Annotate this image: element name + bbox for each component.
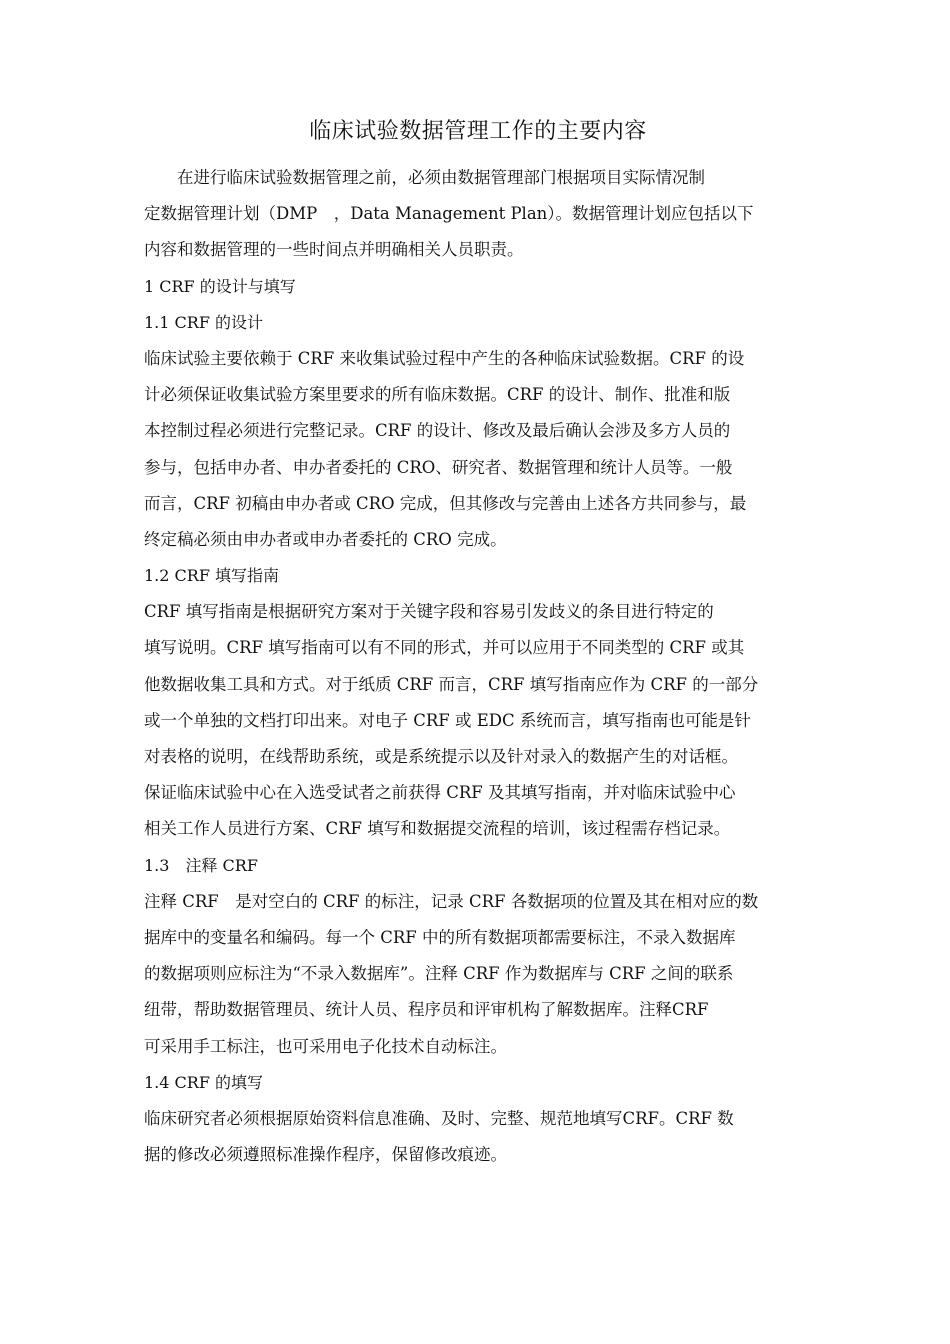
- paragraph-line: 据库中的变量名和编码。每一个 CRF 中的所有数据项都需要标注，不录入数据库: [144, 927, 736, 947]
- paragraph-line: 据的修改必须遵照标准操作程序，保留修改痕迹。: [144, 1145, 507, 1165]
- paragraph-line: 保证临床试验中心在入选受试者之前获得 CRF 及其填写指南，并对临床试验中心: [144, 783, 736, 803]
- paragraph-line: 纽带，帮助数据管理员、统计人员、程序员和评审机构了解数据库。注释CRF: [144, 1000, 709, 1020]
- document-body: [144, 112, 812, 1173]
- paragraph-line: 注释 CRF 是对空白的 CRF 的标注，记录 CRF 各数据项的位置及其在相对应的数: [144, 891, 759, 911]
- paragraph-line: 临床试验主要依赖于 CRF 来收集试验过程中产生的各种临床试验数据。CRF 的设: [144, 348, 745, 368]
- intro-line-2: 定数据管理计划（DMP ，Data Management Plan）。数据管理计划应包括以下: [144, 204, 754, 224]
- subsection-heading-1-4: 1.4 CRF 的填写: [144, 1072, 264, 1092]
- intro-line-1: 在进行临床试验数据管理之前，必须由数据管理部门根据项目实际情况制: [144, 168, 705, 187]
- paragraph-line: 计必须保证收集试验方案里要求的所有临床数据。CRF 的设计、制作、批准和版: [144, 385, 731, 405]
- paragraph-line: 临床研究者必须根据原始资料信息准确、及时、完整、规范地填写CRF。CRF 数: [144, 1108, 734, 1128]
- section-heading-1: 1 CRF 的设计与填写: [144, 276, 296, 296]
- document-title: 临床试验数据管理工作的主要内容: [309, 119, 647, 144]
- subsection-heading-1-2: 1.2 CRF 填写指南: [144, 566, 280, 586]
- paragraph-line: 可采用手工标注，也可采用电子化技术自动标注。: [144, 1036, 507, 1056]
- paragraph-line: 参与，包括申办者、申办者委托的 CRO、研究者、数据管理和统计人员等。一般: [144, 457, 733, 477]
- paragraph-line: 他数据收集工具和方式。对于纸质 CRF 而言，CRF 填写指南应作为 CRF 的一部分: [144, 674, 759, 694]
- subsection-heading-1-3: 1.3 注释 CRF: [144, 855, 258, 875]
- intro-line-3: 内容和数据管理的一些时间点并明确相关人员职责。: [144, 240, 524, 260]
- subsection-heading-1-1: 1.1 CRF 的设计: [144, 312, 264, 332]
- paragraph-line: 或一个单独的文档打印出来。对电子 CRF 或 EDC 系统而言，填写指南也可能是针: [144, 710, 751, 730]
- paragraph-line: 相关工作人员进行方案、CRF 填写和数据提交流程的培训，该过程需存档记录。: [144, 819, 731, 839]
- paragraph-line: 的数据项则应标注为“不录入数据库”。注释 CRF 作为数据库与 CRF 之间的联系: [144, 964, 734, 984]
- paragraph-line: 终定稿必须由申办者或申办者委托的 CRO 完成。: [144, 529, 507, 549]
- paragraph-line: 对表格的说明，在线帮助系统，或是系统提示以及针对录入的数据产生的对话框。: [144, 747, 738, 766]
- paragraph-line: 填写说明。CRF 填写指南可以有不同的形式，并可以应用于不同类型的 CRF 或其: [144, 638, 745, 658]
- paragraph-line: CRF 填写指南是根据研究方案对于关键字段和容易引发歧义的条目进行特定的: [144, 602, 714, 622]
- paragraph-line: 本控制过程必须进行完整记录。CRF 的设计、修改及最后确认会涉及多方人员的: [144, 421, 731, 441]
- paragraph-line: 而言，CRF 初稿由申办者或 CRO 完成，但其修改与完善由上述各方共同参与，最: [144, 493, 747, 513]
